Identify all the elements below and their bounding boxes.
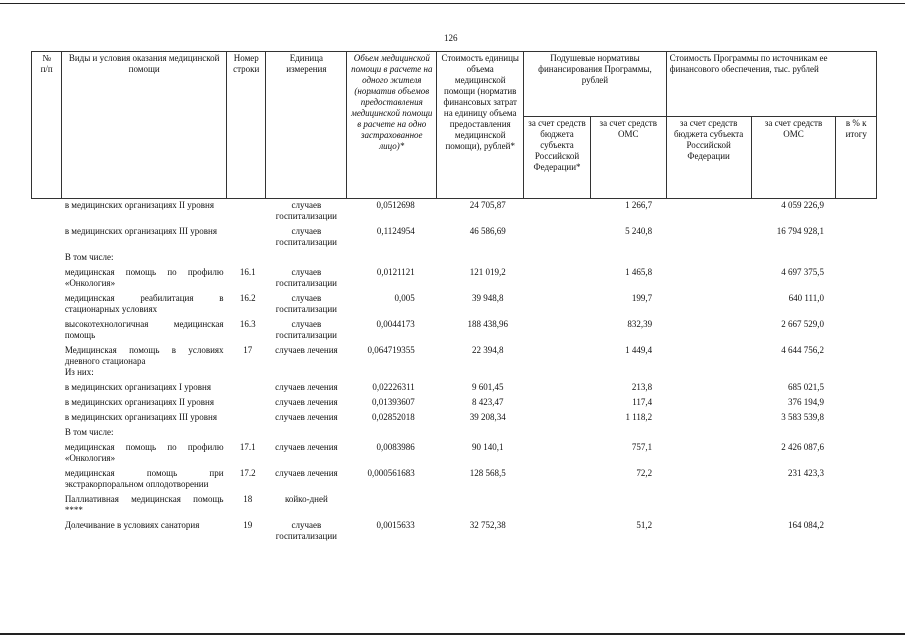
cell-prog-oms: 231 423,3 <box>787 468 824 478</box>
header-program: Стоимость Программы по источникам ее финансового обеспечения, тыс. рублей <box>666 52 876 117</box>
cell-type: Долечивание в условиях санатория <box>64 520 200 530</box>
cell-norm-oms: 117,4 <box>632 397 653 407</box>
cell-unit: случаев госпитализации <box>275 226 337 247</box>
cell-row <box>227 396 266 411</box>
cell-norm-oms: 72,2 <box>636 468 653 478</box>
cell-cost <box>437 426 524 441</box>
cell-pct <box>836 411 877 426</box>
cell-row <box>227 199 266 226</box>
cell-pct <box>836 292 877 318</box>
cell-prog-oms <box>751 426 836 441</box>
cell-row <box>227 251 266 266</box>
cell-norm-budget <box>524 251 591 266</box>
cell-unit: случаев госпитализации <box>275 319 337 340</box>
cell-volume: 0,02226311 <box>372 382 415 392</box>
table-row <box>32 292 877 318</box>
cell-norm-budget <box>524 199 591 226</box>
cell-cost: 188 438,96 <box>467 319 508 329</box>
financing-table <box>31 51 877 545</box>
cell-cost: 39 948,8 <box>471 293 504 303</box>
cell-type: В том числе: <box>64 252 114 262</box>
cell-volume: 0,0044173 <box>376 319 415 329</box>
cell-norm-oms: 832,39 <box>627 319 653 329</box>
cell-unit: случаев лечения <box>275 382 338 392</box>
cell-prog-oms: 3 583 539,8 <box>781 412 824 422</box>
header-norms-oms: за счет средств ОМС <box>590 117 666 199</box>
table-row <box>32 266 877 292</box>
cell-row: 16.1 <box>239 267 256 277</box>
cell-prog-oms: 4 059 226,9 <box>781 200 824 210</box>
cell-norm-budget <box>524 493 591 519</box>
cell-volume: 0,02852018 <box>372 412 415 422</box>
cell-cost: 46 586,69 <box>469 226 506 236</box>
page-number: 126 <box>444 33 458 43</box>
cell-norm-budget <box>524 396 591 411</box>
table-row <box>32 381 877 396</box>
cell-prog-budget <box>666 519 751 545</box>
cell-num <box>32 441 62 467</box>
cell-volume: 0,0083986 <box>376 442 415 452</box>
cell-pct <box>836 381 877 396</box>
cell-norm-budget <box>524 292 591 318</box>
cell-prog-budget <box>666 411 751 426</box>
table-row <box>32 441 877 467</box>
cell-prog-oms: 2 667 529,0 <box>781 319 824 329</box>
cell-unit: случаев лечения <box>275 345 338 355</box>
cell-prog-oms: 4 644 756,2 <box>781 345 824 355</box>
cell-norm-budget <box>524 225 591 251</box>
cell-unit <box>266 426 347 441</box>
cell-num <box>32 292 62 318</box>
cell-volume: 0,0121121 <box>376 267 415 277</box>
cell-norm-oms <box>590 426 666 441</box>
table-row <box>32 318 877 344</box>
cell-unit: случаев госпитализации <box>275 267 337 288</box>
header-volume: Объем медицинской помощи в расчете на одного жителя (норматив объемов предоставления медицинской помощи в расчете на одно застрахованное лицо)* <box>347 52 437 199</box>
cell-prog-oms: 4 697 375,5 <box>781 267 824 277</box>
table-row <box>32 199 877 226</box>
cell-norm-oms <box>590 493 666 519</box>
cell-num <box>32 266 62 292</box>
cell-norm-oms: 51,2 <box>636 520 653 530</box>
cell-norm-oms: 5 240,8 <box>625 226 653 236</box>
cell-prog-oms <box>751 251 836 266</box>
cell-type: в медицинских организациях III уровня <box>64 226 217 236</box>
cell-cost: 39 208,34 <box>469 412 506 422</box>
header-norms: Подушевые нормативы финансирования Программы, рублей <box>524 52 667 117</box>
cell-norm-oms: 213,8 <box>631 382 653 392</box>
cell-norm-oms: 757,1 <box>631 442 653 452</box>
cell-unit: случаев госпитализации <box>275 200 337 221</box>
cell-norm-budget <box>524 266 591 292</box>
cell-cost: 121 019,2 <box>469 267 506 277</box>
cell-unit <box>266 251 347 266</box>
table-row <box>32 251 877 266</box>
cell-unit: случаев лечения <box>275 442 338 452</box>
cell-norm-oms <box>590 251 666 266</box>
cell-unit: случаев лечения <box>275 412 338 422</box>
cell-volume: 0,01393607 <box>372 397 415 407</box>
cell-num <box>32 225 62 251</box>
cell-num <box>32 396 62 411</box>
cell-prog-budget <box>666 292 751 318</box>
cell-pct <box>836 318 877 344</box>
cell-prog-budget <box>666 467 751 493</box>
cell-norm-oms: 1 449,4 <box>625 345 653 355</box>
cell-type: в медицинских организациях II уровня <box>64 200 215 210</box>
cell-cost: 8 423,47 <box>471 397 504 407</box>
cell-num <box>32 251 62 266</box>
cell-pct <box>836 493 877 519</box>
header-program-budget: за счет средств бюджета субъекта Российской Федерации <box>666 117 751 199</box>
table-row <box>32 467 877 493</box>
cell-row <box>227 225 266 251</box>
cell-prog-oms: 685 021,5 <box>787 382 824 392</box>
header-num: № п/п <box>32 52 62 199</box>
cell-type: в медицинских организациях III уровня <box>64 412 217 422</box>
cell-pct <box>836 441 877 467</box>
cell-unit: случаев госпитализации <box>275 520 337 541</box>
cell-type: высокотехнологичная медицинская помощь <box>64 319 224 340</box>
table-row <box>32 519 877 545</box>
table-row <box>32 493 877 519</box>
cell-norm-budget <box>524 519 591 545</box>
cell-row: 18 <box>243 494 253 504</box>
cell-prog-oms: 376 194,9 <box>787 397 824 407</box>
cell-num <box>32 411 62 426</box>
cell-cost: 9 601,45 <box>471 382 504 392</box>
cell-prog-oms: 164 084,2 <box>787 520 824 530</box>
cell-cost: 22 394,8 <box>471 345 504 355</box>
cell-row <box>227 411 266 426</box>
bottom-rule <box>0 633 905 635</box>
cell-type: Паллиативная медицинская помощь **** <box>64 494 224 515</box>
table-body <box>32 199 877 546</box>
cell-row: 19 <box>243 520 253 530</box>
cell-num <box>32 467 62 493</box>
cell-norm-budget <box>524 381 591 396</box>
header-program-pct: в % к итогу <box>836 117 877 199</box>
cell-prog-budget <box>666 381 751 396</box>
header-program-oms: за счет средств ОМС <box>751 117 836 199</box>
cell-type: В том числе: <box>64 427 114 437</box>
cell-row: 16.3 <box>239 319 256 329</box>
cell-cost <box>437 251 524 266</box>
cell-cost: 90 140,1 <box>471 442 504 452</box>
table-row <box>32 411 877 426</box>
cell-prog-budget <box>666 266 751 292</box>
cell-pct <box>836 225 877 251</box>
cell-type: медицинская помощь по профилю «Онкология» <box>64 267 224 288</box>
cell-prog-oms: 16 794 928,1 <box>776 226 824 236</box>
cell-volume: 0,0015633 <box>376 520 415 530</box>
cell-volume <box>347 493 437 519</box>
cell-norm-budget <box>524 441 591 467</box>
cell-prog-oms: 2 426 087,6 <box>781 442 824 452</box>
cell-prog-budget <box>666 251 751 266</box>
cell-prog-budget <box>666 199 751 226</box>
cell-norm-budget <box>524 467 591 493</box>
cell-cost: 24 705,87 <box>469 200 506 210</box>
cell-type: медицинская помощь по профилю «Онкология» <box>64 442 224 463</box>
cell-norm-oms: 1 465,8 <box>625 267 653 277</box>
header-cost: Стоимость единицы объема медицинской помощи (норматив финансовых затрат на единицу объема предоставления медицинской помощи), рублей* <box>437 52 524 199</box>
cell-norm-budget <box>524 411 591 426</box>
cell-volume <box>347 426 437 441</box>
cell-prog-budget <box>666 318 751 344</box>
cell-pct <box>836 199 877 226</box>
cell-cost: 128 568,5 <box>469 468 506 478</box>
cell-row: 17.1 <box>239 442 256 452</box>
cell-unit: случаев лечения <box>275 468 338 478</box>
cell-row: 17.2 <box>239 468 256 478</box>
cell-prog-oms: 640 111,0 <box>788 293 824 303</box>
cell-prog-budget <box>666 396 751 411</box>
cell-volume: 0,0512698 <box>376 200 415 210</box>
cell-norm-budget <box>524 426 591 441</box>
cell-volume: 0,000561683 <box>367 468 415 478</box>
cell-volume: 0,1124954 <box>376 226 415 236</box>
cell-num <box>32 199 62 226</box>
cell-norm-budget <box>524 344 591 381</box>
cell-prog-budget <box>666 493 751 519</box>
cell-pct <box>836 251 877 266</box>
cell-type: в медицинских организациях II уровня <box>64 397 215 407</box>
cell-norm-oms: 1 118,2 <box>625 412 653 422</box>
cell-volume <box>347 251 437 266</box>
cell-num <box>32 426 62 441</box>
cell-prog-budget <box>666 441 751 467</box>
cell-type: медицинская реабилитация в стационарных условиях <box>64 293 224 314</box>
cell-norm-budget <box>524 318 591 344</box>
cell-unit: случаев лечения <box>275 397 338 407</box>
cell-num <box>32 519 62 545</box>
table-row <box>32 426 877 441</box>
cell-pct <box>836 426 877 441</box>
cell-cost <box>437 493 524 519</box>
cell-volume: 0,064719355 <box>367 345 415 355</box>
cell-pct <box>836 396 877 411</box>
cell-type: Медицинская помощь в условиях дневного стационара Из них: <box>64 345 224 377</box>
cell-num <box>32 318 62 344</box>
cell-prog-budget <box>666 426 751 441</box>
table-row <box>32 225 877 251</box>
cell-volume: 0,005 <box>394 293 415 303</box>
table-row <box>32 344 877 381</box>
cell-pct <box>836 519 877 545</box>
cell-prog-oms <box>751 493 836 519</box>
header-unit: Единица измерения <box>266 52 347 199</box>
cell-num <box>32 381 62 396</box>
cell-unit: койко-дней <box>284 494 328 504</box>
table-row <box>32 396 877 411</box>
table-header <box>32 52 877 199</box>
cell-row <box>227 381 266 396</box>
cell-prog-budget <box>666 344 751 381</box>
cell-pct <box>836 344 877 381</box>
cell-norm-oms: 1 266,7 <box>625 200 653 210</box>
header-type: Виды и условия оказания медицинской помощи <box>62 52 227 199</box>
header-norms-budget: за счет средств бюджета субъекта Российской Федерации* <box>524 117 591 199</box>
cell-pct <box>836 467 877 493</box>
cell-type: в медицинских организациях I уровня <box>64 382 212 392</box>
cell-cost: 32 752,38 <box>469 520 506 530</box>
cell-unit: случаев госпитализации <box>275 293 337 314</box>
cell-row: 16.2 <box>239 293 256 303</box>
cell-norm-oms: 199,7 <box>631 293 653 303</box>
top-rule <box>0 3 905 4</box>
cell-num <box>32 344 62 381</box>
cell-pct <box>836 266 877 292</box>
cell-row <box>227 426 266 441</box>
cell-prog-budget <box>666 225 751 251</box>
cell-row: 17 <box>243 345 253 355</box>
cell-num <box>32 493 62 519</box>
header-row: Номер строки <box>227 52 266 199</box>
cell-type: медицинская помощь при экстракорпоральном оплодотворении <box>64 468 224 489</box>
